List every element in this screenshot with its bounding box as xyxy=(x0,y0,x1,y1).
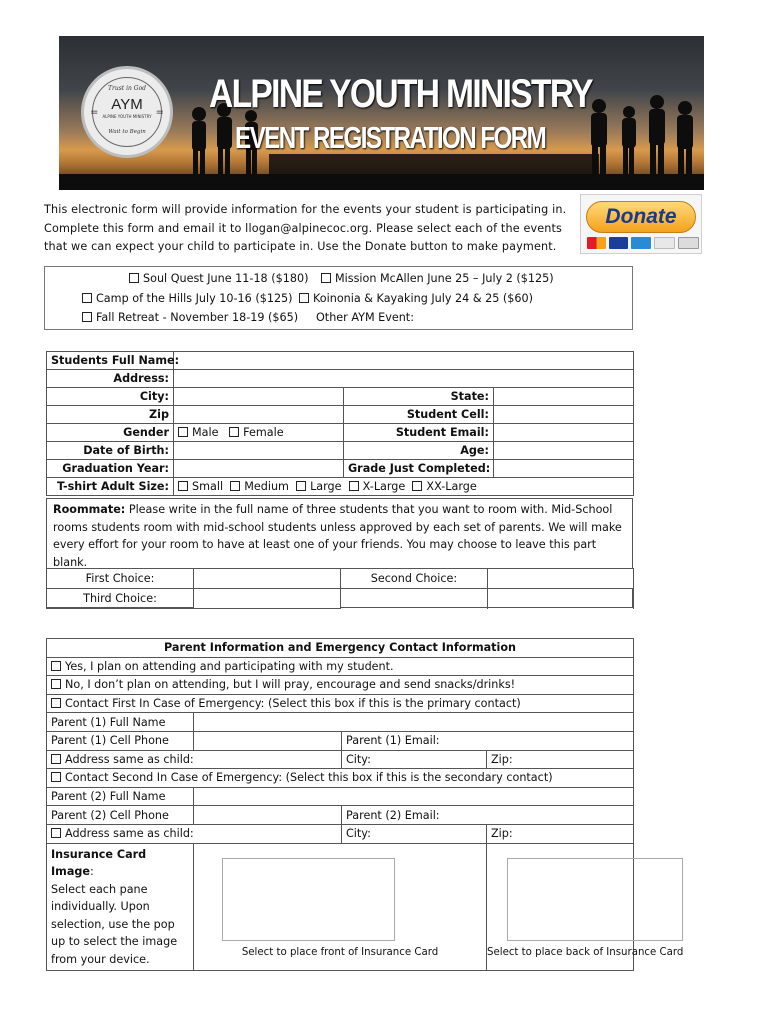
insurance-instructions: Insurance Card Image: Select each pane individually. Upon selection, use the pop up to select the image from your device. xyxy=(47,843,194,971)
p2-name-label: Parent (2) Full Name xyxy=(47,787,194,806)
dob-label: Date of Birth: xyxy=(47,442,174,460)
p2-city-field[interactable]: City: xyxy=(342,824,487,843)
size-large-checkbox[interactable] xyxy=(296,481,306,491)
student-cell-label: Student Cell: xyxy=(344,406,494,424)
size-xlarge-checkbox[interactable] xyxy=(349,481,359,491)
state-label: State: xyxy=(344,388,494,406)
contact-second-row[interactable]: Contact Second In Case of Emergency: (Select this box if this is the secondary contact) xyxy=(47,769,634,788)
event-soul-quest[interactable]: Soul Quest June 11-18 ($180) xyxy=(129,272,308,285)
second-choice-label: Second Choice: xyxy=(341,569,488,589)
payment-cards xyxy=(587,237,699,249)
state-field[interactable] xyxy=(494,388,634,406)
amex-icon xyxy=(631,237,650,249)
checkbox-icon[interactable] xyxy=(321,273,331,283)
donate-label: Donate xyxy=(586,201,696,233)
event-mission[interactable]: Mission McAllen June 25 – July 2 ($125) xyxy=(321,272,554,285)
event-koinonia[interactable]: Koinonia & Kayaking July 24 & 25 ($60) xyxy=(299,292,533,305)
student-email-field[interactable] xyxy=(494,424,634,442)
dob-field[interactable] xyxy=(174,442,344,460)
aym-logo: Trust in God AYM ALPINE YOUTH MINISTRY Wait to Begin = = xyxy=(81,66,173,158)
gender-label: Gender xyxy=(47,424,174,442)
insurance-front-pane[interactable] xyxy=(194,843,487,971)
p1-zip-field[interactable]: Zip: xyxy=(487,750,634,769)
zip-field[interactable] xyxy=(174,406,344,424)
city-label: City: xyxy=(47,388,174,406)
contact-first-row[interactable]: Contact First In Case of Emergency: (Select this box if this is the primary contact) xyxy=(47,694,634,713)
mastercard-icon xyxy=(587,237,606,249)
checkbox-icon[interactable] xyxy=(51,772,61,782)
parent-info-table xyxy=(46,638,684,971)
roommate-instructions: Roommate: Please write in the full name of three students that you want to room with. Mid-School rooms students room with mid-school students unless approved by each set of parents. We will make every effort for your room to have at least one of your friends. You may choose to leave this part blank. xyxy=(53,503,622,569)
age-label: Age: xyxy=(344,442,494,460)
checkbox-icon[interactable] xyxy=(82,312,92,322)
second-choice-field[interactable] xyxy=(488,569,634,589)
event-fall[interactable]: Fall Retreat - November 18-19 ($65) xyxy=(82,311,298,324)
p1-city-field[interactable]: City: xyxy=(342,750,487,769)
visa-icon xyxy=(609,237,628,249)
third-choice-label: Third Choice: xyxy=(47,589,194,609)
attend-no-row[interactable]: No, I don’t plan on attending, but I will pray, encourage and send snacks/drinks! xyxy=(47,676,634,695)
attend-yes-row[interactable]: Yes, I plan on attending and participating with my student. xyxy=(47,657,634,676)
size-small-checkbox[interactable] xyxy=(178,481,188,491)
age-field[interactable] xyxy=(494,442,634,460)
back-caption: Select to place back of Insurance Card xyxy=(487,947,684,959)
grade-label: Grade Just Completed: xyxy=(344,460,494,478)
address-field[interactable] xyxy=(174,370,634,388)
checkbox-icon[interactable] xyxy=(82,293,92,303)
parent-heading: Parent Information and Emergency Contact Information xyxy=(47,639,634,658)
tshirt-label: T-shirt Adult Size: xyxy=(47,478,174,496)
checkbox-icon[interactable] xyxy=(129,273,139,283)
checkbox-icon[interactable] xyxy=(51,679,61,689)
discover-icon xyxy=(654,237,675,249)
female-checkbox[interactable] xyxy=(229,427,239,437)
student-name-field[interactable] xyxy=(174,352,634,370)
first-choice-label: First Choice: xyxy=(47,569,194,589)
student-email-label: Student Email: xyxy=(344,424,494,442)
donate-button[interactable] xyxy=(580,194,702,254)
p1-cell-field[interactable] xyxy=(194,731,342,750)
p2-zip-field[interactable]: Zip: xyxy=(487,824,634,843)
female-label: Female xyxy=(243,426,284,439)
student-name-label: Students Full Name: xyxy=(47,352,174,370)
front-image-frame[interactable] xyxy=(222,858,395,941)
roommate-choices xyxy=(46,568,634,609)
p2-address-same[interactable]: Address same as child: xyxy=(47,824,342,843)
p1-cell-label: Parent (1) Cell Phone xyxy=(47,731,194,750)
male-checkbox[interactable] xyxy=(178,427,188,437)
checkbox-icon[interactable] xyxy=(51,661,61,671)
student-info-table xyxy=(46,351,634,496)
checkbox-icon[interactable] xyxy=(51,828,61,838)
header-banner xyxy=(59,36,704,190)
banner-subtitle: EVENT REGISTRATION FORM xyxy=(235,120,546,155)
p2-cell-label: Parent (2) Cell Phone xyxy=(47,806,194,825)
p1-name-field[interactable] xyxy=(194,713,634,732)
p2-cell-field[interactable] xyxy=(194,806,342,825)
intro-text: This electronic form will provide information for the events your student is participating in. Complete this form and email it to llogan@alpinecoc.org. Please select each of the events that we can expect your child to participate in. Use the Donate button to make payment. xyxy=(44,203,567,254)
event-selection xyxy=(44,266,633,330)
checkbox-icon[interactable] xyxy=(51,754,61,764)
p1-name-label: Parent (1) Full Name xyxy=(47,713,194,732)
p2-email-field[interactable]: Parent (2) Email: xyxy=(342,806,634,825)
city-field[interactable] xyxy=(174,388,344,406)
size-medium-checkbox[interactable] xyxy=(230,481,240,491)
p2-name-field[interactable] xyxy=(194,787,634,806)
insurance-back-pane[interactable] xyxy=(487,843,684,971)
tshirt-options: Small Medium Large X-Large XX-Large xyxy=(174,478,634,496)
checkbox-icon[interactable] xyxy=(51,698,61,708)
event-camp[interactable]: Camp of the Hills July 10-16 ($125) xyxy=(82,292,293,305)
grade-field[interactable] xyxy=(494,460,634,478)
male-label: Male xyxy=(192,426,219,439)
event-other[interactable]: Other AYM Event: xyxy=(316,311,414,324)
gender-options xyxy=(174,424,344,442)
address-label: Address: xyxy=(47,370,174,388)
grad-year-label: Graduation Year: xyxy=(47,460,174,478)
grad-year-field[interactable] xyxy=(174,460,344,478)
front-caption: Select to place front of Insurance Card xyxy=(241,947,439,959)
first-choice-field[interactable] xyxy=(194,569,341,589)
checkbox-icon[interactable] xyxy=(299,293,309,303)
zip-label: Zip xyxy=(47,406,174,424)
back-image-frame[interactable] xyxy=(507,858,683,941)
banner-title: ALPINE YOUTH MINISTRY xyxy=(209,72,592,116)
size-xxlarge-checkbox[interactable] xyxy=(412,481,422,491)
student-cell-field[interactable] xyxy=(494,406,634,424)
p1-address-same[interactable]: Address same as child: xyxy=(47,750,342,769)
third-choice-field[interactable] xyxy=(194,589,341,609)
p1-email-field[interactable]: Parent (1) Email: xyxy=(342,731,634,750)
bank-icon xyxy=(678,237,699,249)
